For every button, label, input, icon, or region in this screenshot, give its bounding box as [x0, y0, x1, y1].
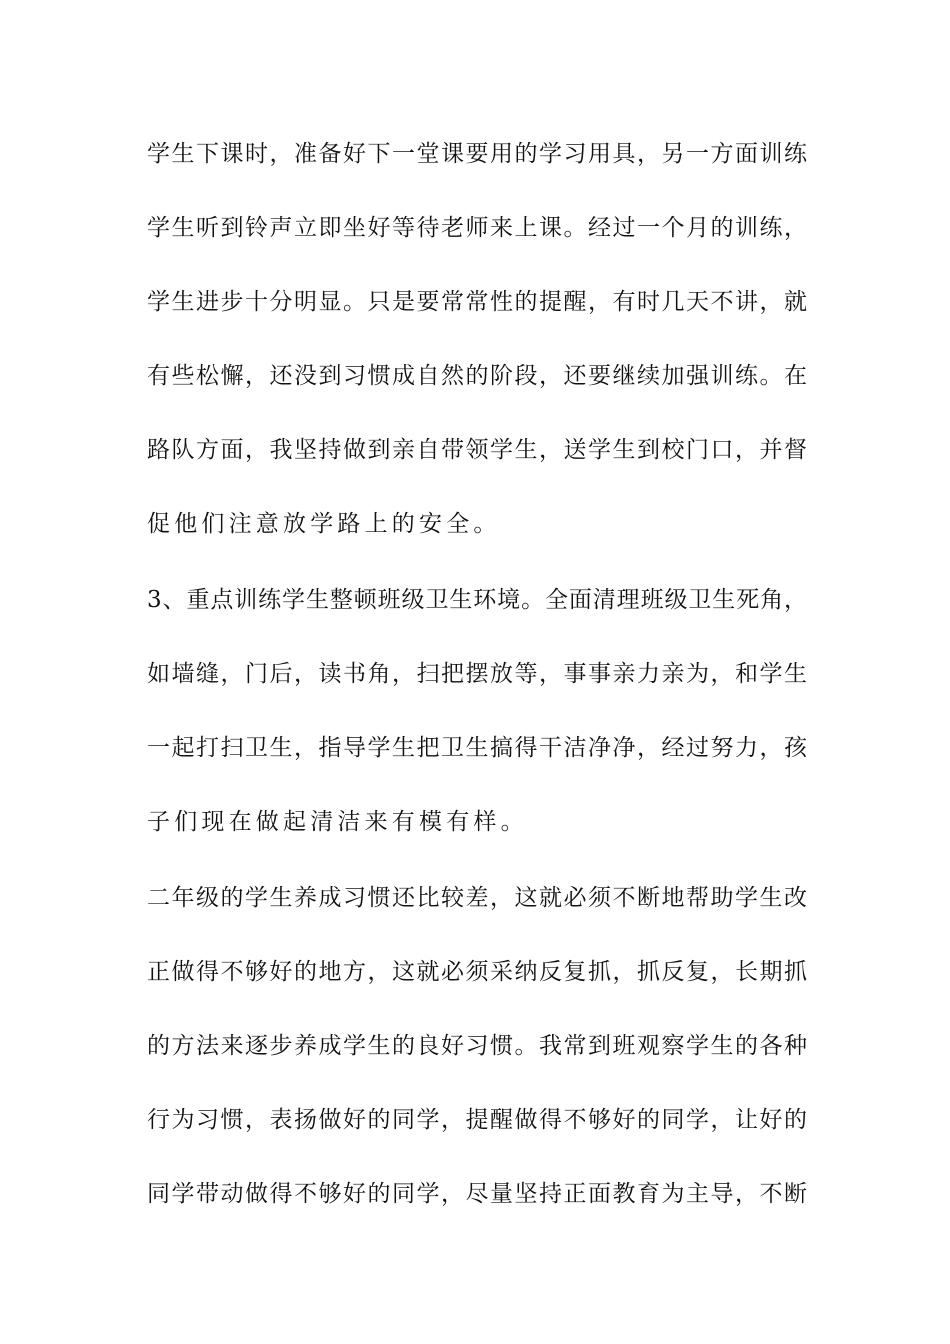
text-line: 学生进步十分明显。只是要常常性的提醒，有时几天不讲，就 [147, 289, 807, 315]
text-line: 一起打扫卫生，指导学生把卫生搞得干洁净净，经过努力，孩 [147, 735, 807, 761]
text-line: 二年级的学生养成习惯还比较差，这就必须不断地帮助学生改 [147, 885, 807, 911]
text-line: 行为习惯，表扬做好的同学，提醒做得不够好的同学，让好的 [147, 1107, 807, 1133]
text-line: 的方法来逐步养成学生的良好习惯。我常到班观察学生的各种 [147, 1033, 807, 1059]
text-line: 促他们注意放学路上的安全。 [147, 511, 501, 537]
text-line: 路队方面，我坚持做到亲自带领学生，送学生到校门口，并督 [147, 437, 807, 463]
text-line: 正做得不够好的地方，这就必须采纳反复抓，抓反复，长期抓 [147, 959, 807, 985]
text-line: 3、重点训练学生整顿班级卫生环境。全面清理班级卫生死角， [147, 587, 807, 613]
text-line: 如墙缝，门后，读书角，扫把摆放等，事事亲力亲为，和学生 [147, 661, 807, 687]
text-line: 同学带动做得不够好的同学，尽量坚持正面教育为主导，不断 [147, 1181, 807, 1207]
text-line: 学生听到铃声立即坐好等待老师来上课。经过一个月的训练， [147, 215, 807, 241]
text-line: 有些松懈，还没到习惯成自然的阶段，还要继续加强训练。在 [147, 363, 807, 389]
text-line: 子们现在做起清洁来有模有样。 [147, 809, 528, 835]
text-line: 学生下课时，准备好下一堂课要用的学习用具，另一方面训练 [147, 141, 807, 167]
